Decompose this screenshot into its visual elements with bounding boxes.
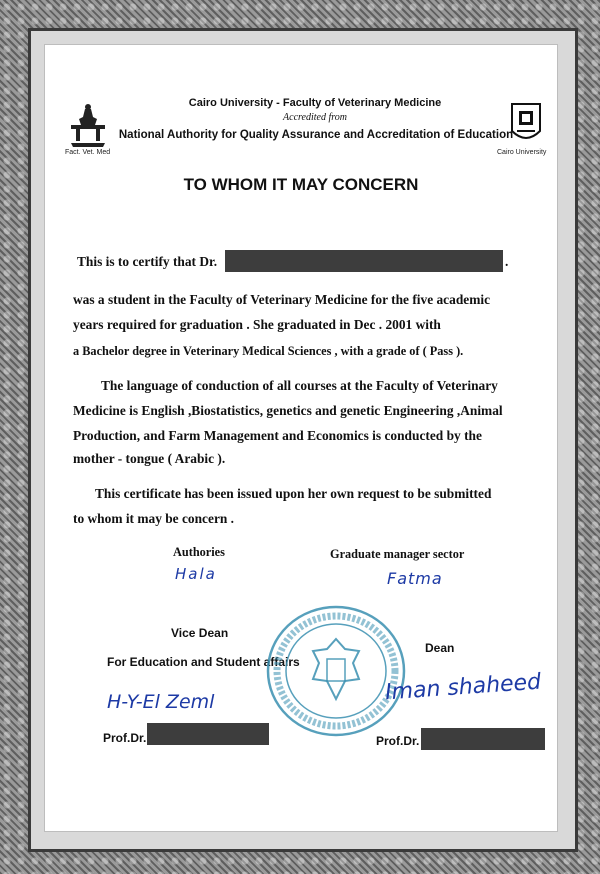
paragraph-1-line-2: years required for graduation . She graduated in Dec . 2001 with xyxy=(73,317,441,332)
vice-dean-signature: H-Y-El Zeml xyxy=(107,691,215,713)
paragraph-2-line-1: The language of conduction of all courses at the Faculty of Veterinary xyxy=(101,378,498,393)
header-line-3: National Authority for Quality Assurance and Accreditation of Education xyxy=(118,129,514,141)
paragraph-2-line-2: Medicine is English ,Biostatistics, genetics and genetic Engineering ,Animal xyxy=(73,403,503,418)
vice-dean-subtitle: For Education and Student affairs xyxy=(107,655,300,669)
paragraph-3-line-1: This certificate has been issued upon her own request to be submitted xyxy=(95,486,492,501)
dean-title: Dean xyxy=(425,641,455,655)
dean-name-prefix: Prof.Dr. xyxy=(376,734,420,748)
page-title: TO WHOM IT MAY CONCERN xyxy=(183,175,419,194)
paragraph-1-line-3: a Bachelor degree in Veterinary Medical Sciences , with a grade of ( Pass ). xyxy=(73,344,464,358)
header-line-1: Cairo University - Faculty of Veterinary Medicine xyxy=(188,97,442,109)
university-logo-caption: Cairo University xyxy=(497,149,547,156)
paragraph-1-line-1: was a student in the Faculty of Veterinary Medicine for the five academic xyxy=(73,292,491,307)
certificate-page xyxy=(44,44,558,832)
header-line-2: Accredited from xyxy=(283,112,347,123)
redacted-vice-dean-name xyxy=(147,723,269,745)
paragraph-2-line-4: mother - tongue ( Arabic ). xyxy=(73,451,226,466)
faculty-logo-icon xyxy=(67,103,109,151)
authories-heading: Authories xyxy=(173,545,225,559)
paragraph-3-line-2: to whom it may be concern . xyxy=(73,511,235,526)
vice-dean-name-prefix: Prof.Dr. xyxy=(103,731,147,745)
redacted-dean-name xyxy=(421,728,545,750)
authories-handwritten: Hala xyxy=(175,565,217,583)
official-stamp-icon xyxy=(263,601,409,741)
dean-signature: Iman shaheed xyxy=(384,669,542,706)
graduate-manager-handwritten: Fatma xyxy=(387,569,443,588)
redacted-name xyxy=(225,250,503,272)
vice-dean-title: Vice Dean xyxy=(171,626,229,640)
certify-suffix: . xyxy=(505,254,509,269)
faculty-logo-caption: Fact. Vet. Med xyxy=(65,149,111,156)
paragraph-2-line-3: Production, and Farm Management and Economics is conducted by the xyxy=(73,428,482,443)
certify-prefix: This is to certify that Dr. xyxy=(77,254,218,269)
graduate-manager-heading: Graduate manager sector xyxy=(330,547,465,561)
